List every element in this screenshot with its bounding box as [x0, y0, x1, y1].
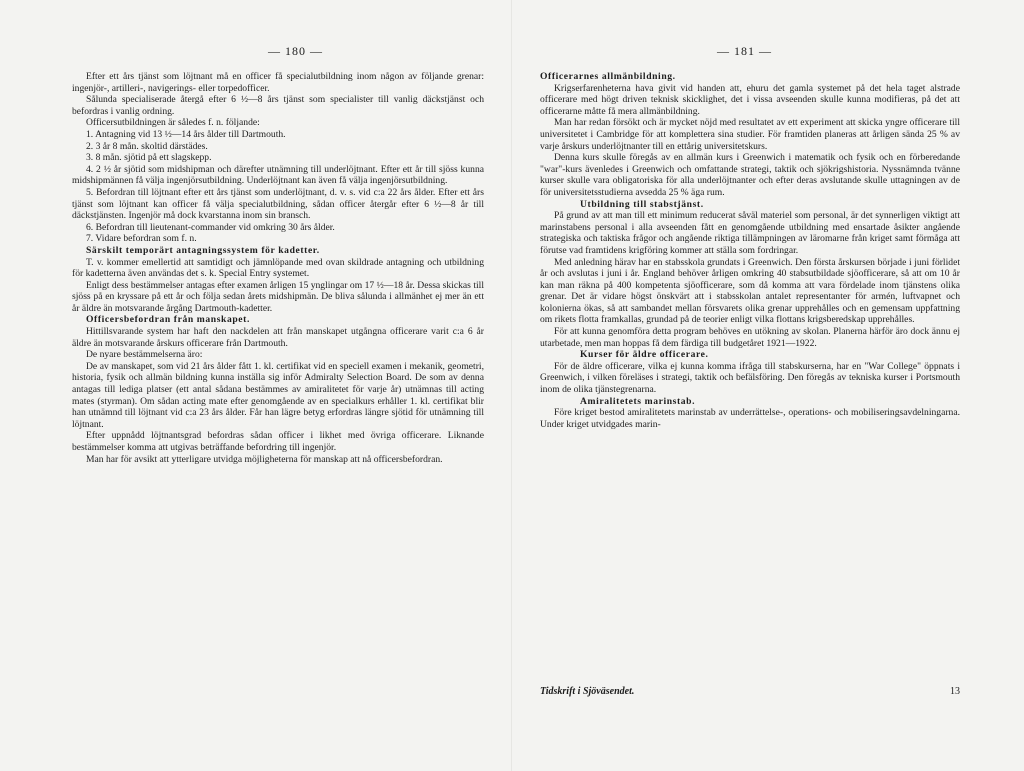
- paragraph: 6. Befordran till lieutenant-commander vid omkring 30 års ålder.: [86, 221, 335, 233]
- text-column: [72, 71, 484, 465]
- paragraph: Efter ett års tjänst som löjtnant må en officer få specialutbildning inom någon av följande grenar: ingenjör-, artilleri-, navigerings- eller torpedofficer.: [72, 71, 484, 94]
- journal-title: Tidskrift i Sjöväsendet.: [540, 686, 635, 697]
- paragraph: Denna kurs skulle föregås av en allmän kurs i Greenwich i matematik och fysik och en förberedande "war"-kurs ävenledes i Greenwich och omfattande strategi, taktik och sjökrigshistoria. Nyssnämnda tvänne kurser skulle vara obligatoriska för alla underlöjtnanter och efter deras avslutande skulle uttagningen av de för universitetsstudierna avsedda 25 % äga rum.: [540, 152, 960, 198]
- page-number: — 181 —: [717, 44, 772, 58]
- paragraph: För att kunna genomföra detta program behöves en utökning av skolan. Planerna härför äro dock ännu ej utarbetade, men man hoppas få dem färdiga till budgetåret 1921—1922.: [540, 326, 960, 349]
- right-page: [512, 0, 1024, 771]
- paragraph: 3. 8 mån. sjötid på ett slagskepp.: [86, 152, 212, 164]
- paragraph: Man har för avsikt att ytterligare utvidga möjligheterna för manskap att nå officersbefordran.: [86, 453, 443, 465]
- paragraph: Med anledning härav har en stabsskola grundats i Greenwich. Den första årskursen började i juni förlidet år och avslutas i juni i år. England behöver årligen omkring 40 stabsutbildade sjöofficerare, så att om 10 år kan man räkna på 400 kompetenta sjöofficerare, som då komma att vara fördelade inom tjänstens olika grenar. Det är vidare högst önskvärt att i stabsskolan antalet representanter för armén, luftvapnet och kolonierna ökas, så att sambandet mellan försvarets olika grenar upprehålles och en gemensam uppfattning om rikets flotta framkallas, grundad på de teorier enligt vilka flottans krigsberedskap upprehålles.: [540, 256, 960, 326]
- paragraph: Officersutbildningen är således f. n. följande:: [86, 117, 260, 129]
- section-heading: Amiralitetets marinstab.: [580, 395, 696, 407]
- section-heading: Officersbefordran från manskapet.: [86, 314, 250, 326]
- paragraph: T. v. kommer emellertid att samtidigt och jämnlöpande med ovan skildrade antagning och utbildning för kadetterna även användas det s. k. Special Entry systemet.: [72, 256, 484, 280]
- paragraph: På grund av att man till ett minimum reducerat såväl materiel som personal, är det synnerligen viktigt att marinstabens personal i alla avseenden fått en genomgående utbildning med ensartade åsikter angående strategiska och taktiska frågor och angående riktiga tillämpningen av läromarne från kriget samt förmåga att förutse vad framtidens krigföring kommer att ställa som fordringar.: [540, 210, 960, 256]
- paragraph: Man har redan försökt och är mycket nöjd med resultatet av ett experiment att skicka yngre officerare till universitetet i Cambridge för att komplettera sina studier. För framtiden planeras att årligen sända 25 % av varje årskurs underlöjtnanter till en ettårig universitetskurs.: [540, 117, 960, 152]
- section-heading: Officerarnes allmänbildning.: [540, 71, 676, 82]
- paragraph: Enligt dess bestämmelser antagas efter examen årligen 15 ynglingar om 17 ½—18 år. Dessa skickas till sjöss på en kryssare på ett år och följa sedan årets midshipmän. De bliva sålunda i allmänhet ej mer än ett år äldre än motsvarande årgång Dartmouth-kadetter.: [72, 279, 484, 314]
- paragraph: Krigserfarenheterna hava givit vid handen att, ehuru det gamla systemet på det hela taget alstrade officerare med högt driven teknisk skicklighet, det i vissa avseenden skulle kunna modifieras, på det att officerarne måtte få mera allmänbildning.: [540, 82, 960, 117]
- paragraph: Före kriget bestod amiralitetets marinstab av underrättelse-, operations- och mobiliseringsavdelningarna. Under kriget utvidgades marin-: [540, 407, 960, 430]
- paragraph: Hittillsvarande system har haft den nackdelen att från manskapet utgångna officerare varit c:a 6 år äldre än motsvarande årskurs officerare från Dartmouth.: [72, 326, 484, 349]
- section-heading: Utbildning till stabstjänst.: [580, 198, 704, 210]
- paragraph: De nyare bestämmelserna äro:: [86, 349, 203, 361]
- paragraph: 1. Antagning vid 13 ½—14 års ålder till Dartmouth.: [86, 128, 286, 140]
- paragraph: 7. Vidare befordran som f. n.: [86, 233, 197, 245]
- paragraph: 5. Befordran till löjtnant efter ett års tjänst som underlöjtnant, d. v. s. vid c:a 22 års ålder. Efter ett års tjänst som löjtnant kan officer få välja specialutbildning, sådan officer återgår efter 6 ½—8 år till däckstjänsten. Ingenjör må dock kvarstanna inom sin bransch.: [72, 186, 484, 222]
- text-column: [540, 71, 960, 430]
- paragraph: Sålunda specialiserade återgå efter 6 ½—8 års tjänst som specialister till vanlig däckstjänst och befordras i vanlig ordning.: [72, 94, 484, 117]
- paragraph: 2. 3 år 8 mån. skoltid därstädes.: [86, 140, 208, 152]
- page-footer: [540, 686, 960, 697]
- paragraph: De av manskapet, som vid 21 års ålder fått 1. kl. certifikat vid en speciell examen i mekanik, geometri, historia, fysik och allmän bildning kunna inställa sig inför Admiralty Selection Board. De som av denna antagas till lediga platser (ett antal sådana bestämmes av amiralitetet för varje år) utnämnas till acting mates (styrman). Om sådan acting mate efter genomgående av en specialkurs erhåller 1. kl. certifikat blir han utnämnd till löjtnant vid c:a 23 års ålder. Får han lägre betyg erfordras längre sjötid för utnämning till löjtnant.: [72, 360, 484, 430]
- page-number: — 180 —: [268, 44, 323, 58]
- paragraph: 4. 2 ½ år sjötid som midshipman och därefter utnämning till underlöjtnant. Efter ett år till sjöss kunna midshipmännen få välja ingenjörsutbildning. Underlöjtnant kan även få välja ingenjörsutbildning.: [72, 163, 484, 187]
- paragraph: För de äldre officerare, vilka ej kunna komma ifråga till stabskurserna, har en "War College" öppnats i Greenwich, i vilken föreläses i strategi, taktik och befälsföring. Den föregås av tekniska kurser i Portsmouth inom de olika tjänstegrenarna.: [540, 360, 960, 396]
- section-heading: Kurser för äldre officerare.: [580, 349, 709, 361]
- sheet-number: 13: [950, 686, 960, 697]
- paragraph: Efter uppnådd löjtnantsgrad befordras sådan officer i likhet med övriga officerare. Liknande bestämmelser komma att utgivas beträffande befordring till ingenjör.: [72, 430, 484, 453]
- section-heading: Särskilt temporärt antagningssystem för kadetter.: [86, 244, 320, 256]
